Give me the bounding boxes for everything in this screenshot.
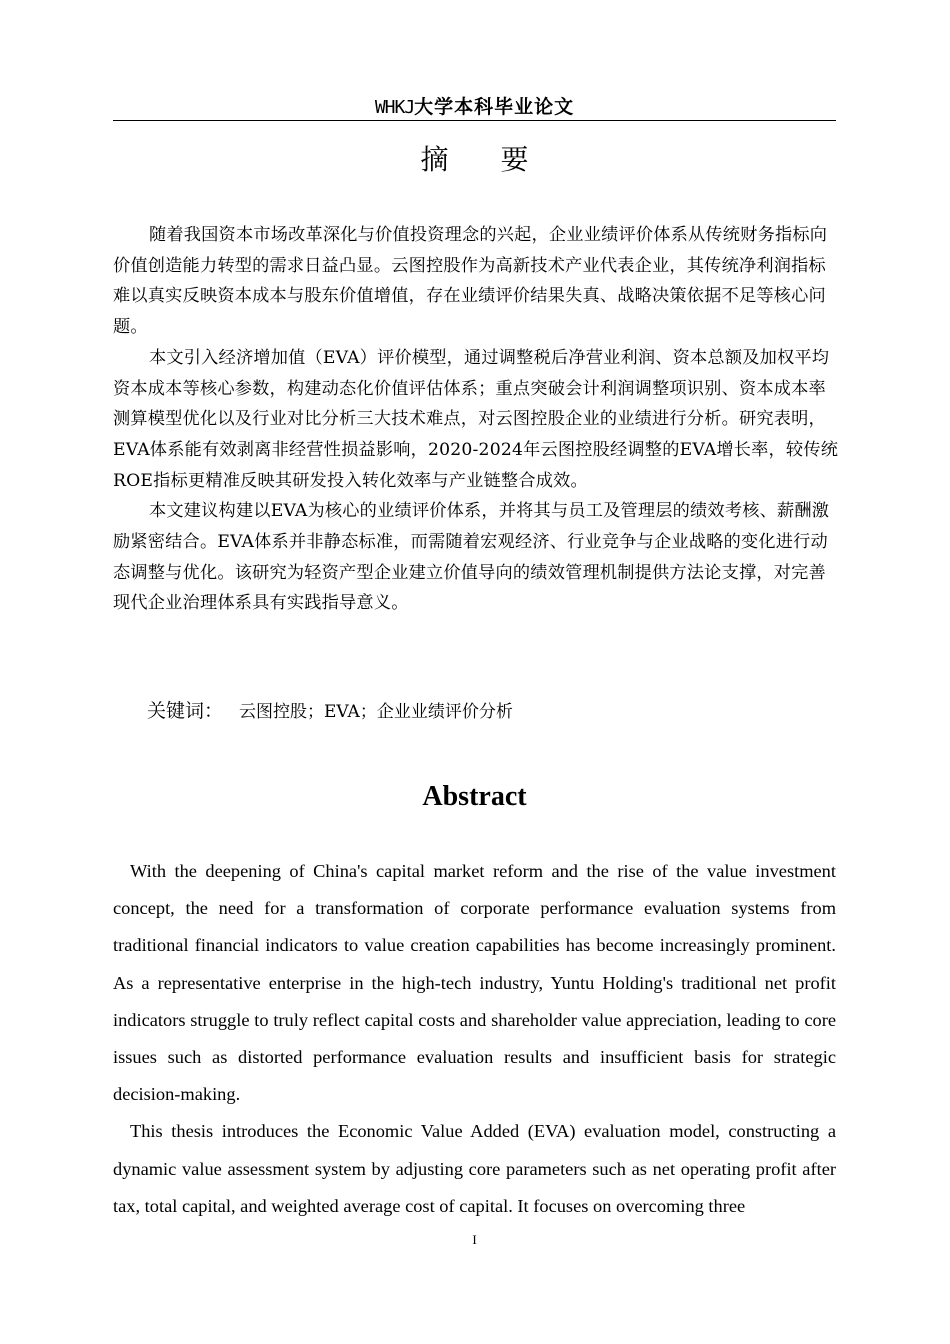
english-abstract-body [113, 853, 836, 1225]
chinese-abstract-paragraph-1: 随着我国资本市场改革深化与价值投资理念的兴起，企业业绩评价体系从传统财务指标向价值创造能力转型的需求日益凸显。云图控股作为高新技术产业代表企业，其传统净利润指标难以真实反映资本成本与股东价值增值，存在业绩评价结果失真、战略决策依据不足等核心问题。 [113, 225, 828, 338]
header-divider [113, 120, 836, 121]
chinese-abstract-body [113, 220, 843, 619]
page-number: I [472, 1232, 477, 1247]
english-abstract-heading: Abstract [422, 781, 527, 812]
chinese-abstract-heading-text: 摘要 [420, 143, 581, 176]
page-header [113, 94, 836, 121]
chinese-abstract-heading [113, 140, 836, 180]
header-institution-code: WHKJ [374, 97, 415, 118]
chinese-abstract-paragraph-2: 本文引入经济增加值（EVA）评价模型，通过调整税后净营业利润、资本总额及加权平均资本成本等核心参数，构建动态化价值评估体系；重点突破会计利润调整项识别、资本成本率测算模型优化以及行业对比分析三大技术难点，对云图控股企业的业绩进行分析。研究表明，EVA体系能有效剥离非经营性损益影响，2020-2024年云图控股经调整的EVA增长率，较传统ROE指标更精准反映其研发投入转化效率与产业链整合成效。 [113, 347, 839, 491]
keywords-value: 云图控股；EVA；企业业绩评价分析 [239, 702, 513, 722]
english-abstract-paragraph-1: With the deepening of China's capital market reform and the rise of the value investment concept, the need for a transformation of corporate performance evaluation systems from traditional financial indicators to value creation capabilities has become increasingly prominent. As a representative enterprise in the high-tech industry, Yuntu Holding's traditional net profit indicators struggle to truly reflect capital costs and shareholder value appreciation, leading to core issues such as distorted performance evaluation results and insufficient basis for strategic decision-making. [113, 861, 836, 1105]
keywords-label: 关键词： [147, 700, 224, 722]
chinese-keywords [147, 696, 513, 727]
english-abstract-paragraph-2: This thesis introduces the Economic Value Added (EVA) evaluation model, constructing a dynamic value assessment system by adjusting core parameters such as net operating profit after tax, total capital, and weighted average cost of capital. It focuses on overcoming three [113, 1121, 836, 1216]
chinese-abstract-paragraph-3: 本文建议构建以EVA为核心的业绩评价体系，并将其与员工及管理层的绩效考核、薪酬激励紧密结合。EVA体系并非静态标准，而需随着宏观经济、行业竞争与企业战略的变化进行动态调整与优化。该研究为轻资产型企业建立价值导向的绩效管理机制提供方法论支撑，对完善现代企业治理体系具有实践指导意义。 [113, 501, 830, 614]
header-title: 大学本科毕业论文 [414, 96, 575, 118]
